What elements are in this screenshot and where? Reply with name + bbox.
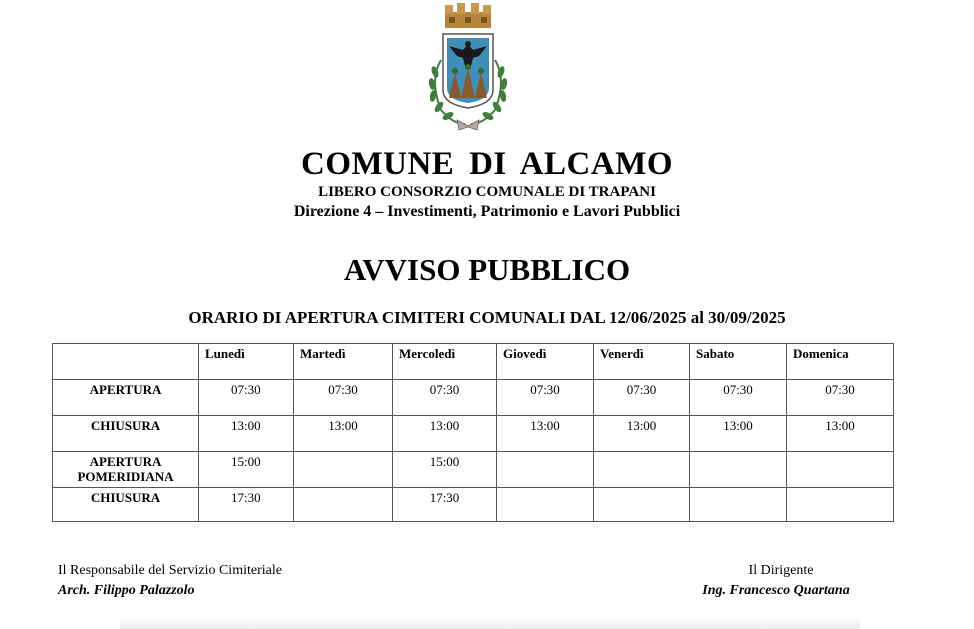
table-row [53,452,894,488]
time-cell: 07:30 [393,380,497,416]
time-cell: 07:30 [690,380,787,416]
crown-icon [445,3,491,28]
notice-title: AVVISO PUBBLICO [343,252,631,287]
time-cell [497,488,594,522]
opening-hours-table [52,343,894,522]
ribbon-icon [457,120,479,130]
time-cell: 13:00 [199,416,294,452]
time-cell [594,488,690,522]
signatory-role-left: Il Responsabile del Servizio Cimiteriale [58,563,282,578]
corner-cell [53,344,199,380]
municipality-title: COMUNE DI ALCAMO [301,146,673,182]
day-header-wednesday: Mercoledì [393,344,497,380]
row-label-apertura: APERTURA [53,380,199,416]
day-header-saturday: Sabato [690,344,787,380]
table-row [53,380,894,416]
row-label-chiusura: CHIUSURA [53,416,199,452]
row-label-apertura-pomeridiana: APERTURA POMERIDIANA [53,452,199,488]
day-header-monday: Lunedì [199,344,294,380]
time-cell: 13:00 [497,416,594,452]
signatory-role-right: Il Dirigente [748,563,814,578]
day-header-friday: Venerdì [594,344,690,380]
time-cell: 17:30 [199,488,294,522]
time-cell [690,488,787,522]
time-cell: 07:30 [787,380,894,416]
time-cell: 13:00 [393,416,497,452]
signatory-name-right: Ing. Francesco Quartana [702,583,850,598]
time-cell [294,452,393,488]
page-edge-shadow [120,615,860,629]
department-subtitle: Direzione 4 – Investimenti, Patrimonio e Lavori Pubblici [293,203,681,220]
table-row [53,488,894,522]
consortium-subtitle: LIBERO CONSORZIO COMUNALE DI TRAPANI [318,184,656,200]
day-header-sunday: Domenica [787,344,894,380]
time-cell: 07:30 [199,380,294,416]
time-cell: 17:30 [393,488,497,522]
time-cell [690,452,787,488]
time-cell [787,488,894,522]
day-header-tuesday: Martedì [294,344,393,380]
time-cell: 13:00 [594,416,690,452]
signatory-name-left: Arch. Filippo Palazzolo [58,583,195,598]
coat-of-arms [411,0,525,136]
signature-left [58,563,282,599]
time-cell [594,452,690,488]
time-cell: 13:00 [690,416,787,452]
time-cell: 13:00 [294,416,393,452]
table-row [53,416,894,452]
time-cell: 13:00 [787,416,894,452]
time-cell [497,452,594,488]
time-cell: 07:30 [497,380,594,416]
time-cell: 15:00 [199,452,294,488]
table-header-row [53,344,894,380]
schedule-heading: ORARIO DI APERTURA CIMITERI COMUNALI DAL 12/06/2025 al 30/09/2025 [188,308,786,327]
day-header-thursday: Giovedì [497,344,594,380]
row-label-chiusura-pomeridiana: CHIUSURA [53,488,199,522]
time-cell: 07:30 [594,380,690,416]
time-cell: 15:00 [393,452,497,488]
time-cell: 07:30 [294,380,393,416]
signature-right [688,563,864,599]
time-cell [787,452,894,488]
time-cell [294,488,393,522]
